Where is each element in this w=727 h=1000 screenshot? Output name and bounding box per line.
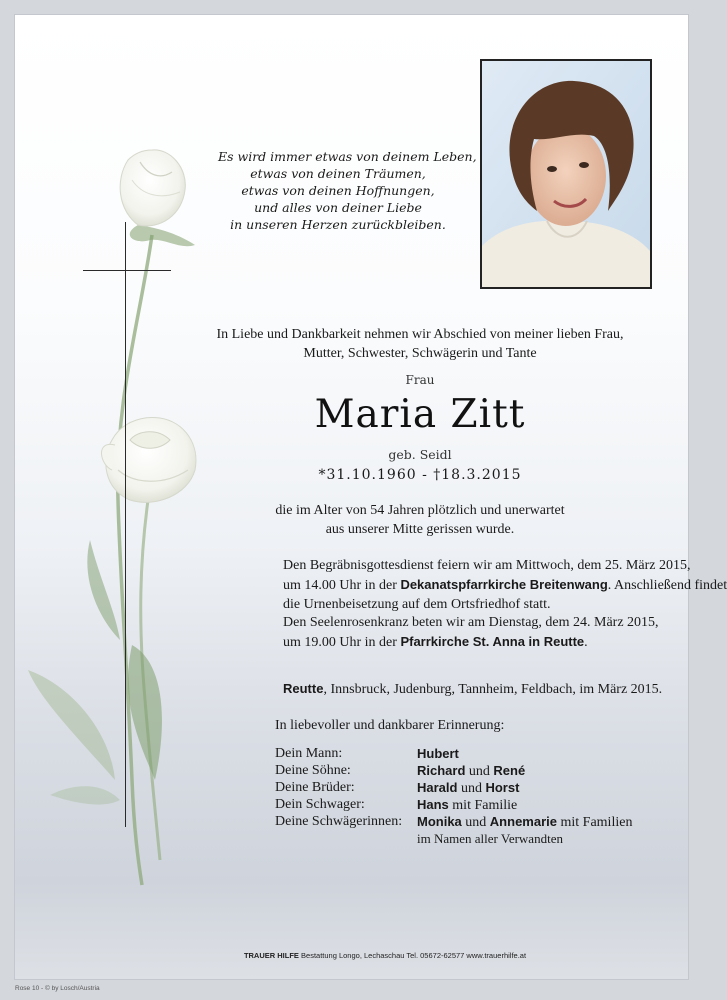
family-relation: Dein Schwager: bbox=[275, 797, 365, 812]
rosary-text: um 19.00 Uhr in der bbox=[283, 635, 401, 650]
place-main: Reutte bbox=[283, 681, 324, 696]
family-connector: und bbox=[461, 815, 490, 830]
family-member: Hans bbox=[417, 797, 449, 812]
life-dates: *31.10.1960 - †18.3.2015 bbox=[318, 467, 522, 483]
family-row bbox=[275, 762, 665, 779]
funeral-church: Dekanatspfarrkirche Breitenwang bbox=[400, 577, 608, 592]
funeral-line: Den Begräbnisgottesdienst feiern wir am Mittwoch, dem 25. März 2015, bbox=[283, 558, 691, 573]
family-member: Annemarie bbox=[489, 814, 557, 829]
family-row bbox=[275, 796, 665, 813]
family-relation: Dein Mann: bbox=[275, 746, 343, 761]
family-member: Monika bbox=[417, 814, 462, 829]
age-line: die im Alter von 54 Jahren plötzlich und unerwartet bbox=[275, 503, 565, 518]
family-row bbox=[275, 779, 665, 796]
rosary-line: Den Seelenrosenkranz beten wir am Dienstag, dem 24. März 2015, bbox=[283, 615, 659, 630]
family-relation: Deine Schwägerinnen: bbox=[275, 814, 403, 829]
family-member: René bbox=[493, 763, 526, 778]
family-relation: Deine Brüder: bbox=[275, 780, 355, 795]
poem-line: etwas von deinen Hoffnungen, bbox=[241, 183, 435, 198]
footer-contact: Bestattung Longo, Lechaschau Tel. 05672-62577 www.trauerhilfe.at bbox=[298, 951, 527, 960]
footer-brand: TRAUER HILFE bbox=[243, 951, 299, 960]
copyright-note: Rose 10 - © by Losch/Austria bbox=[15, 985, 100, 992]
intro-line: In Liebe und Dankbarkeit nehmen wir Abschied von meiner lieben Frau, bbox=[216, 327, 624, 342]
family-suffix: mit Familie bbox=[448, 798, 518, 813]
memorial-poem bbox=[218, 148, 477, 233]
family-row bbox=[275, 745, 665, 762]
rosary-line bbox=[283, 632, 653, 652]
family-names bbox=[417, 762, 525, 779]
cross-vertical bbox=[125, 222, 126, 827]
rosary-church: Pfarrkirche St. Anna in Reutte bbox=[400, 634, 585, 649]
family-row bbox=[275, 813, 665, 830]
poem-line: in unseren Herzen zurückbleiben. bbox=[230, 217, 446, 232]
funeral-text: um 14.00 Uhr in der bbox=[283, 578, 401, 593]
remembrance-line: In liebevoller und dankbarer Erinnerung: bbox=[275, 718, 505, 733]
rosary-paragraph bbox=[283, 613, 659, 652]
family-names bbox=[417, 745, 459, 762]
funeral-home-footer bbox=[150, 951, 620, 960]
age-line: aus unserer Mitte gerissen wurde. bbox=[325, 522, 515, 537]
family-names bbox=[417, 779, 519, 796]
age-text bbox=[170, 501, 670, 539]
family-list bbox=[275, 745, 665, 847]
family-member: Harald bbox=[417, 780, 458, 795]
family-names bbox=[417, 796, 517, 813]
maiden-name: geb. Seidl bbox=[388, 447, 452, 462]
family-member: Hubert bbox=[417, 746, 459, 761]
poem-line: und alles von deiner Liebe bbox=[254, 200, 422, 215]
portrait-photo bbox=[480, 59, 652, 289]
family-member: Richard bbox=[417, 763, 466, 778]
funeral-text: . Anschließend findet bbox=[607, 578, 727, 593]
funeral-service-paragraph bbox=[283, 556, 727, 614]
funeral-line bbox=[283, 575, 727, 595]
places-rest: , Innsbruck, Judenburg, Tannheim, Feldbach, im März 2015. bbox=[323, 682, 663, 697]
funeral-line: die Urnenbeisetzung auf dem Ortsfriedhof statt. bbox=[283, 597, 551, 612]
places-and-date bbox=[283, 681, 663, 698]
family-subline: im Namen aller Verwandten bbox=[417, 831, 563, 846]
rosary-text: . bbox=[584, 635, 588, 650]
portrait-image bbox=[482, 61, 650, 287]
cross-horizontal bbox=[83, 270, 171, 271]
family-relation: Deine Söhne: bbox=[275, 763, 351, 778]
family-member: Horst bbox=[485, 780, 520, 795]
family-connector: und bbox=[465, 764, 494, 779]
deceased-name: Maria Zitt bbox=[314, 392, 526, 437]
family-suffix: mit Familien bbox=[557, 815, 633, 830]
intro-line: Mutter, Schwester, Schwägerin und Tante bbox=[303, 346, 537, 361]
farewell-intro bbox=[170, 325, 670, 363]
poem-line: etwas von deinen Träumen, bbox=[250, 166, 426, 181]
salutation: Frau bbox=[405, 373, 435, 387]
poem-line: Es wird immer etwas von deinem Leben, bbox=[218, 149, 477, 164]
family-connector: und bbox=[457, 781, 486, 796]
family-names bbox=[417, 813, 632, 830]
